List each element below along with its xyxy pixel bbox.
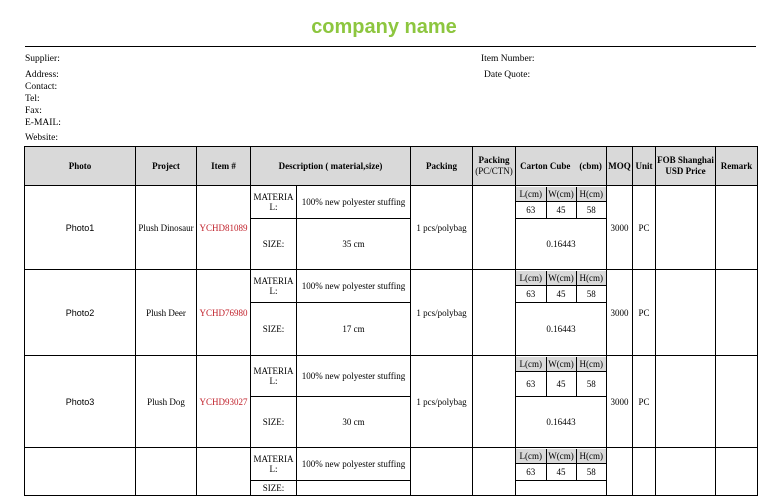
carton-cube-cell [516, 270, 607, 356]
unit-cell [633, 448, 656, 496]
address-label: Address: [25, 70, 59, 80]
carton-cube-cell [516, 186, 607, 270]
packing-cell: 1 pcs/polybag [411, 270, 473, 356]
material-label: MATERIA L: [251, 448, 297, 481]
height-header: H(cm) [576, 357, 606, 372]
carton-dimensions [516, 271, 606, 355]
material-label: MATERIA L: [251, 356, 297, 397]
supplier-label: Supplier: [25, 54, 60, 64]
cbm-value [516, 481, 606, 495]
length-header: L(cm) [516, 271, 546, 286]
fob-price-cell [656, 356, 716, 448]
remark-cell [716, 448, 758, 496]
project-cell: Plush Dinosaur [136, 186, 197, 270]
material-value: 100% new polyester stuffing [297, 186, 411, 219]
cbm-value: 0.16443 [546, 238, 576, 249]
width-value: 45 [546, 464, 576, 481]
header-divider [25, 46, 756, 47]
table-row [25, 186, 758, 219]
length-value: 63 [516, 464, 546, 481]
header-item: Item # [197, 147, 251, 186]
moq-cell [607, 448, 633, 496]
moq-cell: 3000 [607, 270, 633, 356]
size-label: SIZE: [251, 219, 297, 270]
packing-cell: 1 pcs/polybag [411, 356, 473, 448]
fob-price-cell [656, 186, 716, 270]
width-header: W(cm) [546, 449, 576, 464]
photo-placeholder: Photo3 [25, 356, 136, 448]
packing-cell: 1 pcs/polybag [411, 186, 473, 270]
length-value: 63 [516, 202, 546, 219]
material-value: 100% new polyester stuffing [297, 270, 411, 303]
photo-placeholder: Photo1 [25, 186, 136, 270]
unit-cell: PC [633, 270, 656, 356]
carton-dimensions [516, 187, 606, 269]
carton-cube-cell [516, 356, 607, 448]
length-header: L(cm) [516, 357, 546, 372]
project-cell: Plush Deer [136, 270, 197, 356]
photo-placeholder [25, 448, 136, 496]
header-remark: Remark [716, 147, 758, 186]
moq-cell: 3000 [607, 356, 633, 448]
material-label: MATERIA L: [251, 186, 297, 219]
height-value: 58 [576, 372, 606, 397]
width-header: W(cm) [546, 187, 576, 202]
company-name: company name [311, 16, 457, 38]
header-packing: Packing [411, 147, 473, 186]
website-label: Website: [25, 133, 59, 143]
width-value: 45 [546, 202, 576, 219]
size-value [297, 481, 411, 496]
fob-price-cell [656, 448, 716, 496]
header-description: Description ( material,size) [251, 147, 411, 186]
remark-cell [716, 356, 758, 448]
remark-cell [716, 270, 758, 356]
project-cell [136, 448, 197, 496]
cbm-value: 0.16443 [546, 416, 576, 427]
tel-label: Tel: [25, 94, 40, 104]
table-row [25, 448, 758, 481]
email-label: E-MAIL: [25, 118, 61, 128]
size-value: 30 cm [297, 397, 411, 448]
height-value: 58 [576, 464, 606, 481]
project-cell: Plush Dog [136, 356, 197, 448]
packing-ctn-cell [473, 270, 516, 356]
carton-dimensions [516, 449, 606, 495]
header-unit: Unit [633, 147, 656, 186]
table-row [25, 270, 758, 303]
item-number-cell: YCHD76980 [197, 270, 251, 356]
item-number-cell: YCHD81089 [197, 186, 251, 270]
item-number-cell: YCHD93027 [197, 356, 251, 448]
height-header: H(cm) [576, 271, 606, 286]
height-value: 58 [576, 286, 606, 303]
item-number-cell [197, 448, 251, 496]
length-header: L(cm) [516, 187, 546, 202]
moq-cell: 3000 [607, 186, 633, 270]
width-value: 45 [546, 372, 576, 397]
length-value: 63 [516, 372, 546, 397]
header-photo: Photo [25, 147, 136, 186]
size-label: SIZE: [251, 397, 297, 448]
photo-placeholder: Photo2 [25, 270, 136, 356]
table-row [25, 356, 758, 397]
carton-cube-cell [516, 448, 607, 496]
packing-ctn-cell [473, 186, 516, 270]
date-quote-label: Date Quote: [484, 70, 531, 80]
contact-label: Contact: [25, 82, 58, 92]
height-header: H(cm) [576, 449, 606, 464]
height-header: H(cm) [576, 187, 606, 202]
size-label: SIZE: [251, 303, 297, 356]
carton-dimensions [516, 357, 606, 447]
packing-cell [411, 448, 473, 496]
header-row [25, 147, 758, 186]
width-value: 45 [546, 286, 576, 303]
material-value: 100% new polyester stuffing [297, 356, 411, 397]
quote-table [24, 146, 758, 496]
size-value: 17 cm [297, 303, 411, 356]
unit-cell: PC [633, 356, 656, 448]
length-value: 63 [516, 286, 546, 303]
packing-ctn-cell [473, 356, 516, 448]
unit-cell: PC [633, 186, 656, 270]
header-packing-ctn: Packing (PC/CTN) [473, 147, 516, 186]
fob-price-cell [656, 270, 716, 356]
header-fob: FOB Shanghai USD Price [656, 147, 716, 186]
size-value: 35 cm [297, 219, 411, 270]
size-label: SIZE: [251, 481, 297, 496]
width-header: W(cm) [546, 357, 576, 372]
header-moq: MOQ [607, 147, 633, 186]
length-header: L(cm) [516, 449, 546, 464]
height-value: 58 [576, 202, 606, 219]
material-label: MATERIA L: [251, 270, 297, 303]
item-number-label: Item Number: [481, 54, 535, 64]
material-value: 100% new polyester stuffing [297, 448, 411, 481]
header-project: Project [136, 147, 197, 186]
remark-cell [716, 186, 758, 270]
header-carton-cube: Carton Cube (cbm) [516, 147, 607, 186]
cbm-value: 0.16443 [546, 323, 576, 334]
fax-label: Fax: [25, 106, 42, 116]
packing-ctn-cell [473, 448, 516, 496]
width-header: W(cm) [546, 271, 576, 286]
